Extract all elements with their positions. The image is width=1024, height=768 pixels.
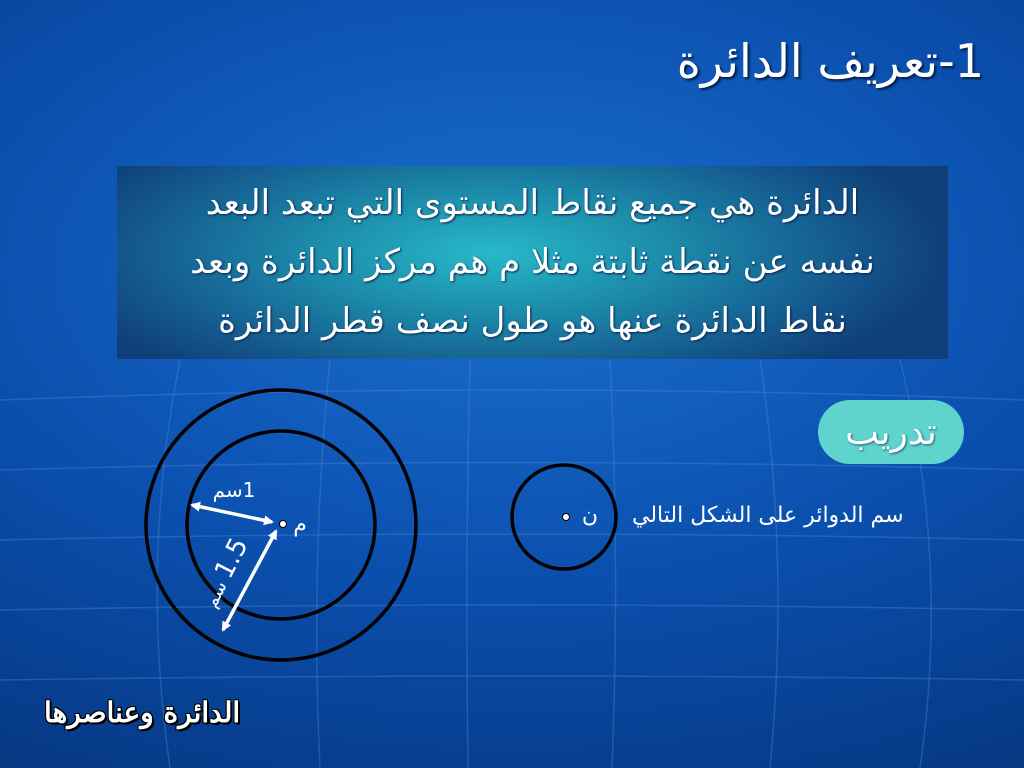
small-radius-arrow: [192, 505, 272, 522]
slide-title: 1-تعريف الدائرة: [676, 34, 984, 88]
exercise-badge: تدريب: [818, 400, 964, 464]
instruction-text: سم الدوائر على الشكل التالي: [632, 503, 904, 528]
small-radius-label: 1سم: [212, 478, 256, 502]
footer-title: الدائرة وعناصرها: [44, 696, 241, 729]
large-radius-value: 1.5: [209, 533, 255, 584]
definition-line: الدائرة هي جميع نقاط المستوى التي تبعد البعد: [205, 183, 860, 223]
center-point-n: [563, 514, 570, 521]
definition-line: نقاط الدائرة عنها هو طول نصف قطر الدائرة: [218, 301, 847, 341]
definition-line: نفسه عن نقطة ثابتة مثلا م هم مركز الدائرة وبعد: [190, 242, 875, 282]
center-point-m: [280, 521, 287, 528]
large-radius-unit: سم: [200, 577, 232, 612]
center-label-n: ن: [581, 503, 599, 528]
center-label-m: م: [293, 512, 307, 537]
